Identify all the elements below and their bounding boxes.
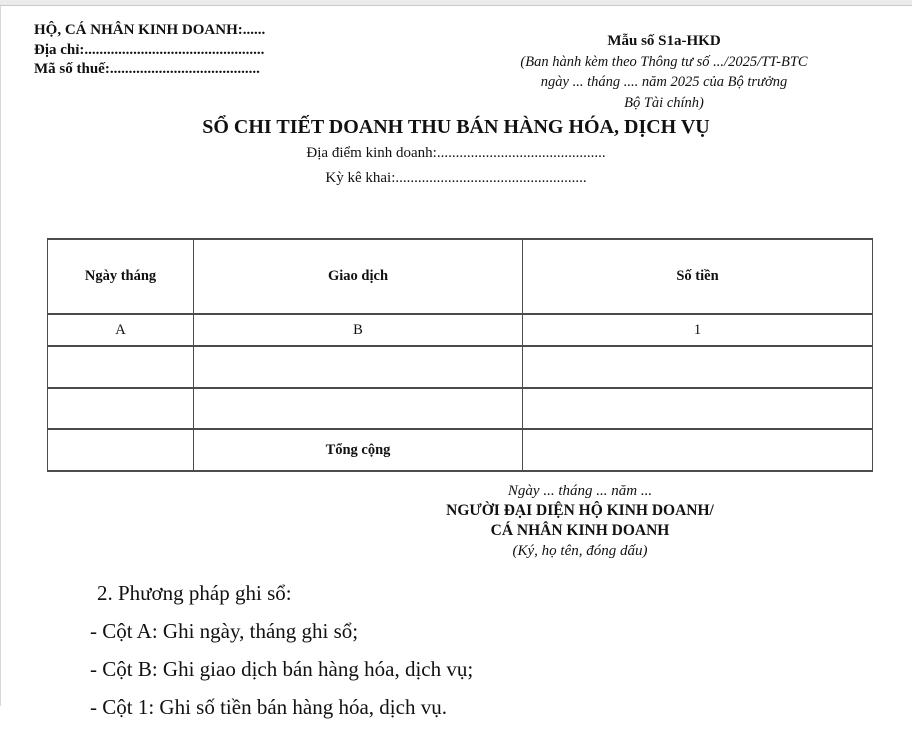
signer-title-line-1: NGƯỜI ĐẠI DIỆN HỘ KINH DOANH/ bbox=[446, 502, 714, 519]
table-total-row bbox=[48, 429, 873, 471]
issuance-line-1: (Ban hành kèm theo Thông tư số .../2025/TT-BTC bbox=[520, 53, 808, 70]
empty-cell bbox=[523, 388, 873, 429]
code-cell-a: A bbox=[48, 314, 194, 346]
header-cell-amount: Số tiền bbox=[523, 239, 873, 314]
signer-title-line-2: CÁ NHÂN KINH DOANH bbox=[490, 522, 670, 539]
instructions-block bbox=[90, 574, 473, 726]
page-top-edge bbox=[0, 0, 912, 6]
business-location-line: Địa điểm kinh doanh:............................................. bbox=[306, 145, 606, 161]
business-name-line: HỘ, CÁ NHÂN KINH DOANH:...... bbox=[34, 22, 266, 38]
code-cell-b: B bbox=[194, 314, 523, 346]
table-row bbox=[48, 388, 873, 429]
issuance-line-2: ngày ... tháng .... năm 2025 của Bộ trưởng bbox=[540, 74, 788, 90]
instruction-item-1: - Cột 1: Ghi số tiền bán hàng hóa, dịch vụ. bbox=[90, 695, 447, 719]
form-number-block bbox=[474, 31, 854, 113]
revenue-detail-table bbox=[47, 238, 873, 472]
document-title: SỔ CHI TIẾT DOANH THU BÁN HÀNG HÓA, DỊCH VỤ bbox=[202, 116, 710, 138]
empty-cell bbox=[48, 388, 194, 429]
column-code-row bbox=[48, 314, 873, 346]
header-cell-date: Ngày tháng bbox=[48, 239, 194, 314]
tax-code-line: Mã số thuế:........................................ bbox=[34, 61, 260, 77]
address-line: Địa chỉ:................................................ bbox=[34, 41, 265, 58]
signature-block bbox=[370, 481, 790, 561]
empty-cell bbox=[48, 429, 194, 471]
total-label-cell: Tổng cộng bbox=[194, 429, 523, 471]
form-number: Mẫu số S1a-HKD bbox=[607, 33, 721, 49]
title-block bbox=[0, 114, 912, 191]
page-left-edge bbox=[0, 6, 1, 706]
total-amount-cell bbox=[523, 429, 873, 471]
instructions-heading: 2. Phương pháp ghi sổ: bbox=[97, 581, 292, 605]
instruction-item-b: - Cột B: Ghi giao dịch bán hàng hóa, dịch vụ; bbox=[90, 657, 474, 681]
empty-cell bbox=[194, 346, 523, 388]
header-cell-transaction: Giao dịch bbox=[194, 239, 523, 314]
empty-cell bbox=[48, 346, 194, 388]
signature-date-line: Ngày ... tháng ... năm ... bbox=[507, 483, 653, 499]
table-row bbox=[48, 346, 873, 388]
empty-cell bbox=[523, 346, 873, 388]
code-cell-1: 1 bbox=[523, 314, 873, 346]
empty-cell bbox=[194, 388, 523, 429]
business-info-block bbox=[34, 21, 265, 80]
signature-note: (Ký, họ tên, đóng dấu) bbox=[512, 543, 648, 559]
declaration-period-line: Kỳ kê khai:................................................... bbox=[325, 170, 587, 186]
issuance-line-3: Bộ Tài chính) bbox=[624, 94, 704, 111]
table-header-row bbox=[48, 239, 873, 314]
instruction-item-a: - Cột A: Ghi ngày, tháng ghi sổ; bbox=[90, 619, 359, 643]
